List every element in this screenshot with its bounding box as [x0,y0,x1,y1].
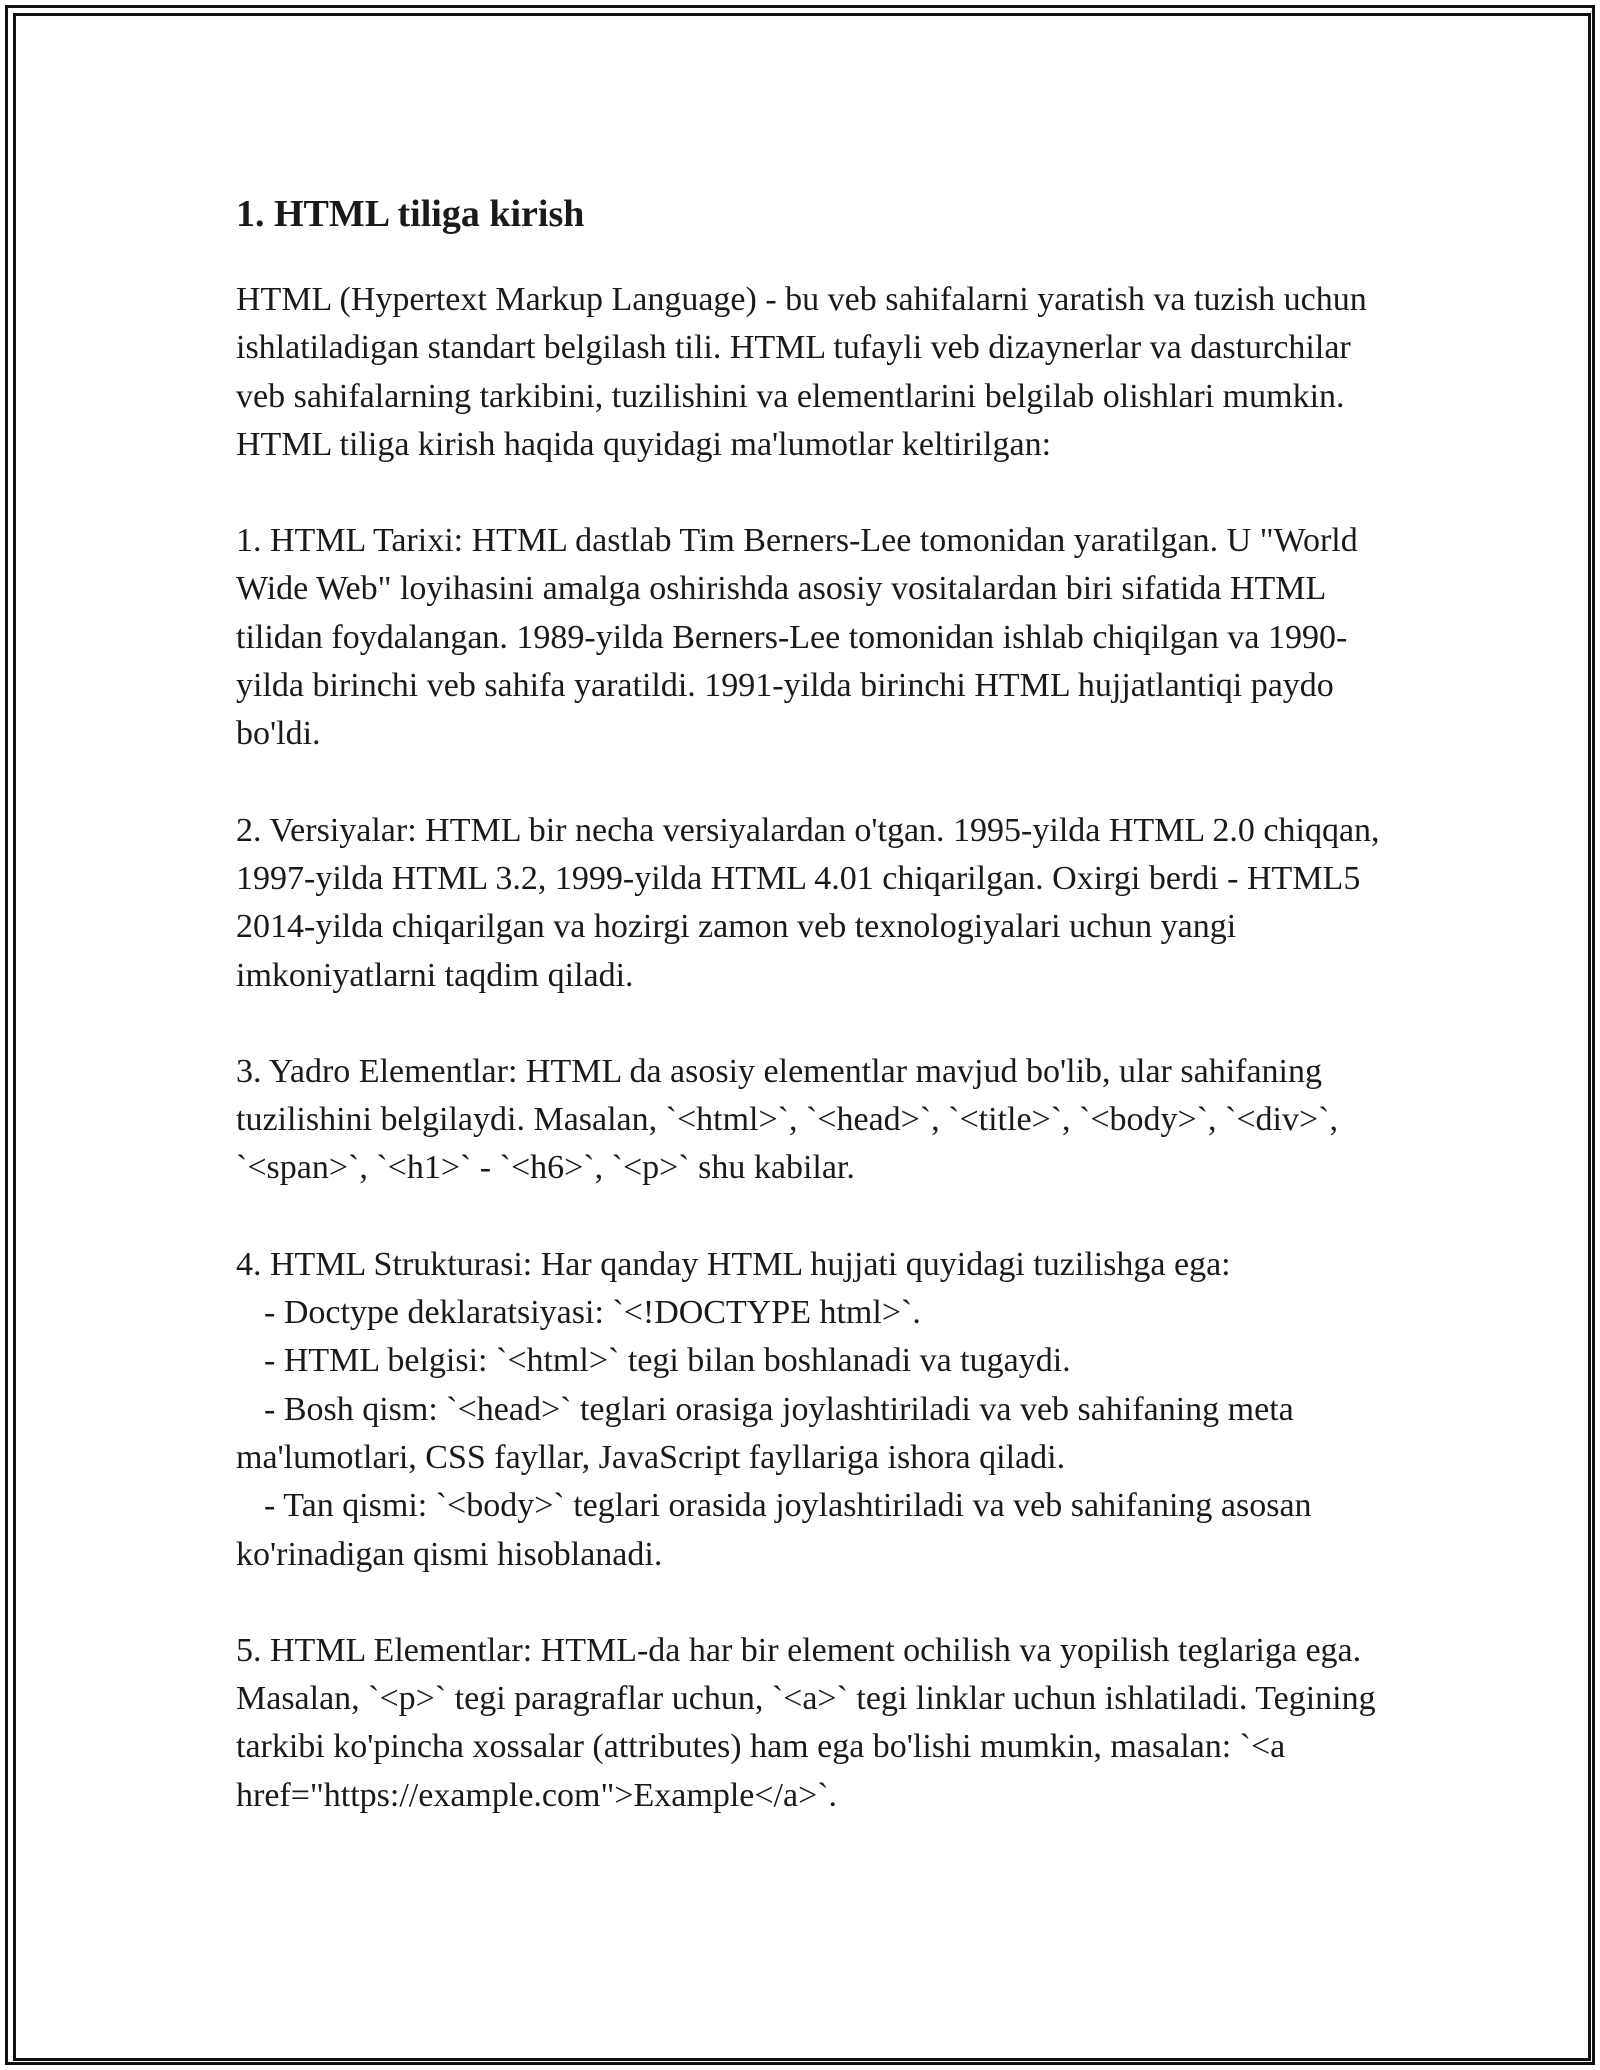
structure-item-doctype: - Doctype deklaratsiyasi: `<!DOCTYPE html>`. [264,1294,921,1332]
section-elements: 5. HTML Elementlar: HTML-da har bir element ochilish va yopilish teglariga ega. Masalan, `<p>` tegi paragraflar uchun, `<a>` tegi linklar uchun ishlatiladi. Tegining tarkibi ko'pincha xossalar (attributes) ham ega bo'lishi mumkin, masalan: `<a href="https://example.com">Example</a>`. [236,1631,1385,1814]
section-structure: 4. HTML Strukturasi: Har qanday HTML hujjati quyidagi tuzilishga ega: [236,1245,1231,1283]
structure-item-html: - HTML belgisi: `<html>` tegi bilan boshlanadi va tugaydi. [264,1342,1071,1380]
paragraph-gap [236,1193,1386,1241]
section-history: 1. HTML Tarixi: HTML dastlab Tim Berners-Lee tomonidan yaratilgan. U "World Wide Web" loyihasini amalga oshirishda asosiy vositalardan biri sifatida HTML tilidan foydalangan. 1989-yilda Berners-Lee tomonidan ishlab chiqilgan va 1990-yilda birinchi veb sahifa yaratildi. 1991-yilda birinchi HTML hujjatlantiqi paydo bo'ldi. [236,522,1366,753]
paragraph-gap [236,1000,1386,1048]
structure-item-body: - Tan qismi: `<body>` teglari orasida joylashtiriladi va veb sahifaning asosan ko'rinadigan qismi hisoblanadi. [236,1487,1321,1573]
structure-item-head: - Bosh qism: `<head>` teglari orasiga joylashtiriladi va veb sahifaning meta ma'lumotlari, CSS fayllar, JavaScript fayllariga ishora qiladi. [236,1390,1303,1476]
section-core-elements: 3. Yadro Elementlar: HTML da asosiy elementlar mavjud bo'lib, ular sahifaning tuzilishini belgilaydi. Masalan, `<html>`, `<head>`, `<title>`, `<body>`, `<div>`, `<span>`, `<h1>` - `<h6>`, `<p>` shu kabilar. [236,1052,1347,1187]
paragraph-gap [236,759,1386,807]
paragraph-gap [236,469,1386,517]
document-title: 1. HTML tiliga kirish [236,193,585,235]
document-body [236,186,1389,1820]
paragraph-gap [236,1579,1386,1627]
intro-paragraph: HTML (Hypertext Markup Language) - bu veb sahifalarni yaratish va tuzish uchun ishlatiladigan standart belgilash tili. HTML tufayli veb dizaynerlar va dasturchilar veb sahifalarning tarkibini, tuzilishini va elementlarini belgilab olishlari mumkin. HTML tiliga kirish haqida quyidagi ma'lumotlar keltirilgan: [236,281,1376,463]
section-versions: 2. Versiyalar: HTML bir necha versiyalardan o'tgan. 1995-yilda HTML 2.0 chiqqan, 1997-yilda HTML 3.2, 1999-yilda HTML 4.01 chiqarilgan. Oxirgi berdi - HTML5 2014-yilda chiqarilgan va hozirgi zamon veb texnologiyalari uchun yangi imkoniyatlarni taqdim qiladi. [236,811,1389,994]
